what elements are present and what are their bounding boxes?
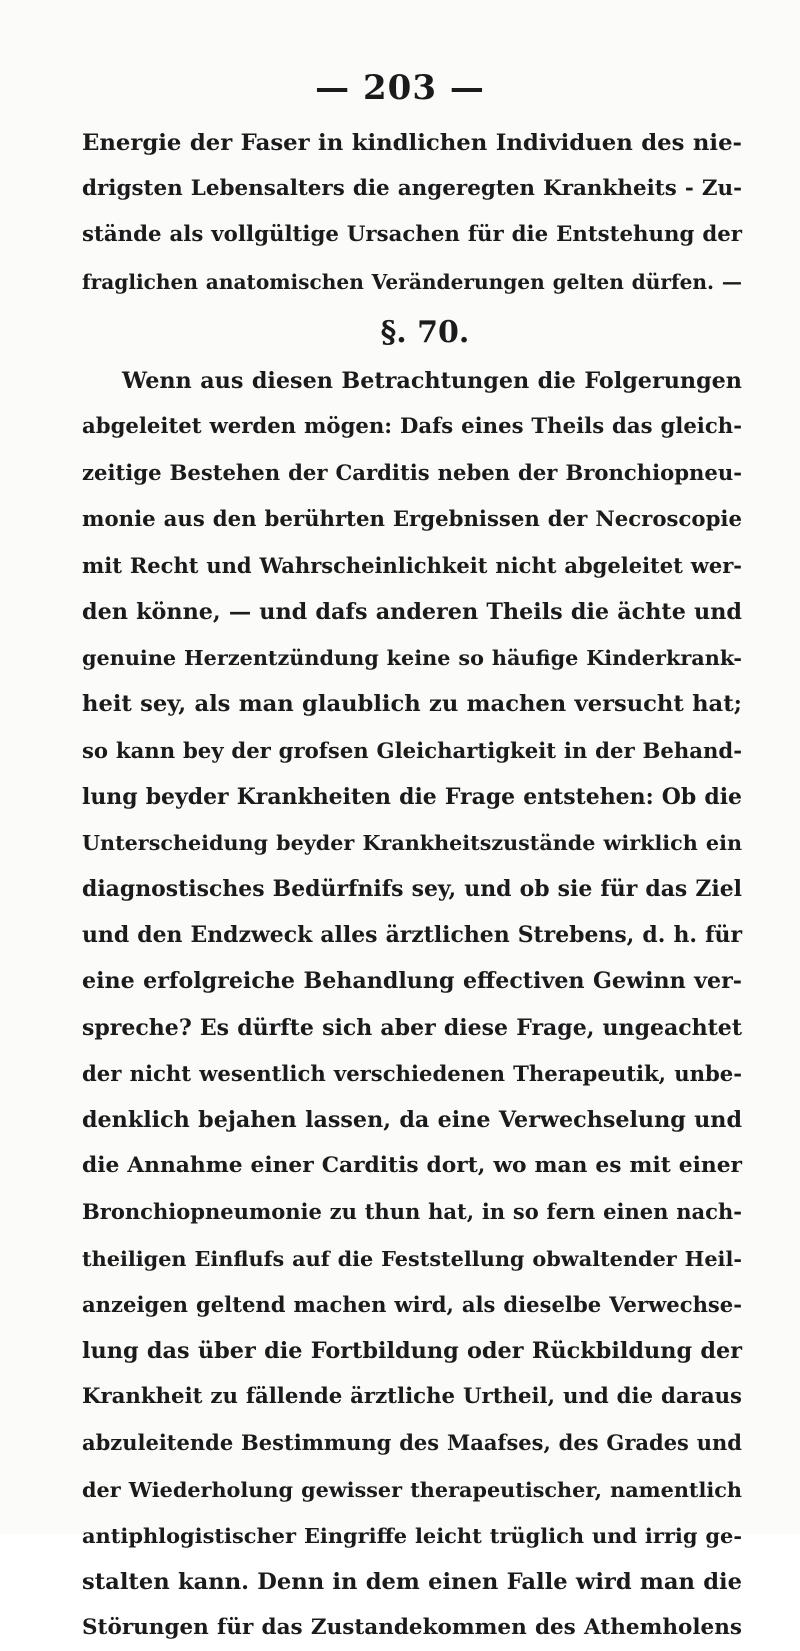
text-line: mit Recht und Wahrscheinlichkeit nicht abgeleitet wer- [82,552,742,578]
text-line: spreche? Es dürfte sich aber diese Frage, ungeachtet [82,1014,742,1041]
text-line: zeitige Bestehen der Carditis neben der Bronchiopneu- [82,460,742,486]
text-line: anzeigen geltend machen wird, als dieselbe Verwechse- [82,1291,742,1317]
text-line: antiphlogistischer Eingriffe leicht trüglich und irrig ge- [82,1522,742,1548]
text-line: denklich bejahen lassen, da eine Verwechselung und [82,1107,742,1133]
text-line: stände als vollgültige Ursachen für die Entstehung der [82,222,742,248]
text-line: theiligen Einflufs auf die Feststellung obwaltender Heil- [82,1245,742,1271]
text-line: lung das über die Fortbildung oder Rückbildung der [82,1337,742,1364]
text-line: die Annahme einer Carditis dort, wo man es mit einer [82,1153,742,1179]
text-line: so kann bey der grofsen Gleichartigkeit in der Behand- [82,737,742,763]
paragraph-section-70 [82,358,742,1651]
text-line: den könne, — und dafs anderen Theils die ächte und [82,598,742,625]
text-line: Krankheit zu fällende ärztliche Urtheil, und die daraus [82,1384,742,1410]
text-line: abzuleitende Bestimmung des Maafses, des Grades und [82,1430,742,1456]
text-line: diagnostisches Bedürfnifs sey, und ob sie für das Ziel [82,876,742,903]
text-line: fraglichen anatomischen Veränderungen gelten dürfen. — [82,269,742,294]
text-line: genuine Herzentzündung keine so häufige Kinderkrank- [82,645,742,671]
text-line: drigsten Lebensalters die angeregten Krankheits - Zu- [82,176,742,202]
paragraph-continuation [82,120,742,305]
section-heading: §. 70. [380,315,470,350]
text-line: der Wiederholung gewisser therapeutischer, namentlich [82,1477,742,1502]
text-line: heit sey, als man glaublich zu machen versucht hat; [82,691,742,718]
text-line: eine erfolgreiche Behandlung effectiven Gewinn ver- [82,968,742,995]
text-line: Störungen für das Zustandekommen des Athemholens [82,1615,742,1641]
text-line: stalten kann. Denn in dem einen Falle wird man die [82,1568,742,1595]
text-line: der nicht wesentlich verschiedenen Therapeutik, unbe- [82,1060,742,1086]
text-line: monie aus den berührten Ergebnissen der Necroscopie [82,506,742,532]
text-line: Unterscheidung beyder Krankheitszustände wirklich ein [82,830,742,855]
text-line: abgeleitet werden mögen: Dafs eines Theils das gleich- [82,414,742,440]
text-line: Energie der Faser in kindlichen Individuen des nie- [82,130,742,156]
text-line: lung beyder Krankheiten die Frage entstehen: Ob die [82,783,742,810]
text-line: und den Endzweck alles ärztlichen Strebens, d. h. für [82,922,742,949]
text-line: Bronchiopneumonie zu thun hat, in so fern einen nach- [82,1199,742,1225]
page-number: — 203 — [315,68,485,108]
text-line: Wenn aus diesen Betrachtungen die Folgerungen [122,368,742,394]
